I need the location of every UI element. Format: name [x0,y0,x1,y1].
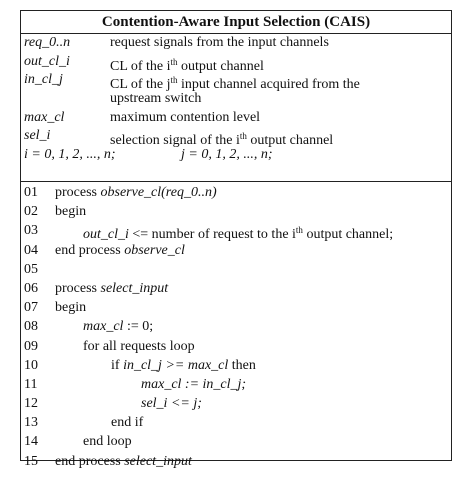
line-number: 06 [24,280,38,296]
index-ranges [21,146,451,164]
line-number: 15 [24,453,38,469]
definition-term: sel_i [24,128,51,144]
definition-desc: CL of the $j^{th}$ input channel acquired from the [110,75,360,93]
line-number: 04 [24,242,38,258]
code-line: 06 process select_input [24,280,169,296]
definition-term: req_0..n [24,35,71,50]
range-j: j = 0, 1, 2, ..., n; [181,147,273,163]
definition-term: out_cl_i [24,53,70,69]
range-i: i = 0, 1, 2, ..., n; [24,147,116,163]
definition-desc: maximum contention level [110,109,261,125]
code-line: 09 for all requests loop [24,338,195,354]
code-line: 08 max_cl := 0; [24,319,154,335]
code-line: 04 end process observe_cl [24,242,185,258]
section-divider [21,181,451,182]
line-number: 13 [24,415,38,431]
line-number: 11 [24,376,38,392]
line-number: 10 [24,357,38,373]
definition-row [21,34,451,53]
line-number: 07 [24,300,38,316]
code-line: 01 process observe_cl(req_0..n) [24,185,217,200]
definition-row [21,109,451,128]
code-line [21,260,451,279]
definition-term: max_cl [24,109,65,125]
definition-row [21,53,451,72]
code-line: 14 end loop [24,434,132,450]
code-line: 10 if in_cl_j >= max_cl then [24,357,256,373]
definition-continuation: upstream switch [110,91,202,107]
definition-desc: request signals from the input channels [110,35,329,50]
definition-row [21,127,451,149]
line-number: 03 [24,223,38,239]
definitions [21,34,451,164]
definition-desc: selection signal of the $i^{th}$ output channel [110,131,334,149]
line-number: 09 [24,338,38,354]
line-number: 02 [24,204,38,220]
line-number: 01 [24,185,38,200]
definition-term: in_cl_j [24,72,63,88]
code-line: 13 end if [24,415,144,431]
code-line: 11 max_cl := in_cl_j; [24,376,247,392]
definition-row [21,71,451,93]
line-number: 14 [24,434,38,450]
pseudocode [21,183,451,471]
code-line: 12 sel_i <= j; [24,396,202,412]
code-line: 02 begin [24,204,87,220]
code-line: 03 out_cl_i <= number of request to the $i^{th}$ output channel; [24,223,394,243]
code-line: 15 end process select_input [24,453,192,469]
definition-desc: CL of the $i^{th}$ output channel [110,56,264,74]
line-number: 08 [24,319,38,335]
algorithm-title: Contention-Aware Input Selection (CAIS) [21,11,451,34]
algorithm-box [20,10,452,469]
line-number: 12 [24,396,38,412]
code-line: 07 begin [24,300,87,316]
line-number: 05 [24,261,38,277]
